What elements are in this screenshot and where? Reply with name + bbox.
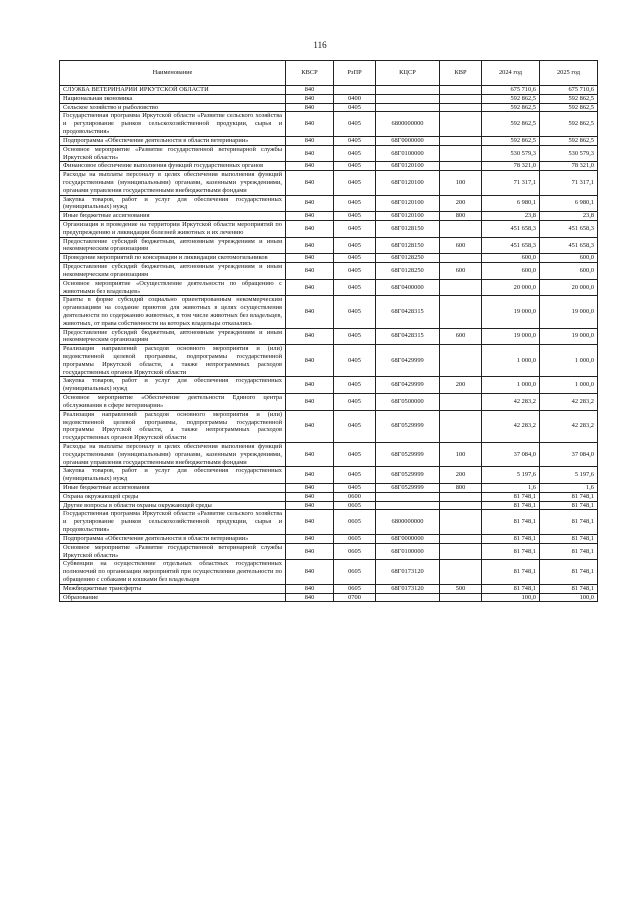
- cell-rzpr: 0400: [334, 94, 376, 103]
- cell-kvr: [440, 94, 482, 103]
- cell-kvr: [440, 534, 482, 543]
- cell-name: Предоставление субсидий бюджетным, автономным учреждениям и иным некоммерческим организациям: [60, 263, 286, 280]
- cell-2024: 451 658,3: [482, 221, 540, 238]
- cell-kcsr: 68Г0000000: [376, 136, 440, 145]
- cell-kvsr: 840: [286, 410, 334, 442]
- cell-kvr: [440, 221, 482, 238]
- cell-kvsr: 840: [286, 510, 334, 534]
- header-2025: 2025 год: [540, 61, 598, 86]
- cell-kcsr: 68Г0120100: [376, 212, 440, 221]
- cell-rzpr: 0605: [334, 534, 376, 543]
- cell-kvsr: 840: [286, 279, 334, 296]
- cell-kvr: 600: [440, 328, 482, 345]
- cell-2024: 42 283,2: [482, 410, 540, 442]
- header-kvsr: КВСР: [286, 61, 334, 86]
- cell-2025: 81 748,1: [540, 510, 598, 534]
- cell-2025: 23,8: [540, 212, 598, 221]
- cell-name: Иные бюджетные ассигнования: [60, 212, 286, 221]
- cell-kcsr: 68Г0128250: [376, 254, 440, 263]
- cell-kcsr: [376, 492, 440, 501]
- cell-name: Предоставление субсидий бюджетным, автономным учреждениям и иным некоммерческим организациям: [60, 237, 286, 254]
- cell-kcsr: 68Г0100000: [376, 145, 440, 162]
- cell-rzpr: 0405: [334, 103, 376, 112]
- cell-2024: 20 000,0: [482, 279, 540, 296]
- cell-kcsr: 68Г0400000: [376, 279, 440, 296]
- cell-2025: 600,0: [540, 254, 598, 263]
- table-body: [60, 86, 598, 602]
- cell-2025: 42 283,2: [540, 410, 598, 442]
- cell-name: Основное мероприятие «Развитие государственной ветеринарной службы Иркутской области»: [60, 145, 286, 162]
- table-row: [60, 442, 598, 466]
- cell-2025: 81 748,1: [540, 543, 598, 560]
- cell-2024: 530 579,3: [482, 145, 540, 162]
- cell-name: Расходы на выплаты персоналу в целях обеспечения выполнения функций государственными (муниципальными) органами, казенными учреждениями, органами управления государственными внебюджетными фондами: [60, 171, 286, 195]
- cell-kvr: [440, 103, 482, 112]
- cell-rzpr: 0405: [334, 195, 376, 212]
- cell-kcsr: 68Г0100000: [376, 543, 440, 560]
- cell-2024: 600,0: [482, 263, 540, 280]
- cell-kcsr: 68Г0128150: [376, 221, 440, 238]
- cell-2024: 19 000,0: [482, 328, 540, 345]
- cell-2025: 451 658,3: [540, 237, 598, 254]
- table-row: [60, 501, 598, 510]
- cell-2025: 530 579,3: [540, 145, 598, 162]
- cell-2024: 81 748,1: [482, 501, 540, 510]
- cell-name: Охрана окружающей среды: [60, 492, 286, 501]
- cell-kvsr: 840: [286, 584, 334, 593]
- cell-2024: 78 321,0: [482, 162, 540, 171]
- cell-rzpr: 0405: [334, 212, 376, 221]
- cell-2025: 19 000,0: [540, 296, 598, 328]
- cell-2024: 23,8: [482, 212, 540, 221]
- cell-2025: 19 000,0: [540, 328, 598, 345]
- cell-kvsr: 840: [286, 534, 334, 543]
- cell-kvsr: 840: [286, 467, 334, 484]
- cell-kvr: 100: [440, 171, 482, 195]
- cell-kvsr: 840: [286, 162, 334, 171]
- cell-kvr: 200: [440, 377, 482, 394]
- cell-name: Предоставление субсидий бюджетным, автономным учреждениям и иным некоммерческим организациям: [60, 328, 286, 345]
- cell-kcsr: 68Г0428315: [376, 328, 440, 345]
- cell-kvsr: 840: [286, 195, 334, 212]
- cell-2025: 81 748,1: [540, 560, 598, 584]
- cell-kvr: 500: [440, 584, 482, 593]
- table-row: [60, 263, 598, 280]
- cell-2025: 592 862,5: [540, 94, 598, 103]
- cell-kvr: [440, 86, 482, 95]
- cell-kvr: 600: [440, 263, 482, 280]
- cell-2024: 675 710,6: [482, 86, 540, 95]
- cell-name: Сельское хозяйство и рыболовство: [60, 103, 286, 112]
- cell-name: Расходы на выплаты персоналу в целях обеспечения выполнения функций государственными (муниципальными) органами, казенными учреждениями, органами управления государственными внебюджетными фондами: [60, 442, 286, 466]
- table-row: [60, 534, 598, 543]
- cell-kvsr: 840: [286, 221, 334, 238]
- table-row: [60, 162, 598, 171]
- table-row: [60, 237, 598, 254]
- cell-kvsr: 840: [286, 112, 334, 136]
- cell-kvr: [440, 136, 482, 145]
- cell-2025: 592 862,5: [540, 103, 598, 112]
- table-row: [60, 296, 598, 328]
- table-row: [60, 593, 598, 602]
- cell-kcsr: 68Г0500000: [376, 394, 440, 411]
- cell-name: Закупка товаров, работ и услуг для обеспечения государственных (муниципальных) нужд: [60, 195, 286, 212]
- cell-name: Подпрограмма «Обеспечение деятельности в области ветеринарии»: [60, 136, 286, 145]
- cell-rzpr: 0405: [334, 237, 376, 254]
- cell-2025: 675 710,6: [540, 86, 598, 95]
- table-row: [60, 543, 598, 560]
- cell-name: Национальная экономика: [60, 94, 286, 103]
- cell-kvsr: 840: [286, 94, 334, 103]
- table-row: [60, 492, 598, 501]
- cell-name: Подпрограмма «Обеспечение деятельности в области ветеринарии»: [60, 534, 286, 543]
- cell-rzpr: 0405: [334, 296, 376, 328]
- cell-kvsr: 840: [286, 212, 334, 221]
- cell-kvsr: 840: [286, 145, 334, 162]
- cell-kcsr: [376, 501, 440, 510]
- cell-2024: 592 862,5: [482, 136, 540, 145]
- table-row: [60, 410, 598, 442]
- cell-rzpr: 0405: [334, 171, 376, 195]
- cell-2025: 592 862,5: [540, 112, 598, 136]
- cell-kvr: [440, 560, 482, 584]
- cell-kcsr: 68Г0428315: [376, 296, 440, 328]
- cell-kvsr: 840: [286, 237, 334, 254]
- table-row: [60, 467, 598, 484]
- cell-name: Основное мероприятие «Обеспечение деятельности Единого центра обслуживания в сфере ветеринарии»: [60, 394, 286, 411]
- cell-2024: 37 084,0: [482, 442, 540, 466]
- cell-rzpr: 0405: [334, 484, 376, 493]
- cell-kvr: [440, 593, 482, 602]
- cell-2024: 6 980,1: [482, 195, 540, 212]
- cell-kvsr: 840: [286, 345, 334, 377]
- cell-rzpr: 0405: [334, 442, 376, 466]
- cell-rzpr: 0405: [334, 145, 376, 162]
- cell-2024: 5 197,6: [482, 467, 540, 484]
- cell-2024: 1,6: [482, 484, 540, 493]
- cell-kcsr: [376, 103, 440, 112]
- cell-kcsr: [376, 593, 440, 602]
- cell-kcsr: 68Г0120100: [376, 195, 440, 212]
- cell-rzpr: 0405: [334, 162, 376, 171]
- table-row: [60, 103, 598, 112]
- cell-2024: 81 748,1: [482, 492, 540, 501]
- cell-rzpr: 0405: [334, 112, 376, 136]
- table-row: [60, 171, 598, 195]
- table-row: [60, 112, 598, 136]
- cell-2025: 81 748,1: [540, 534, 598, 543]
- table-row: [60, 510, 598, 534]
- cell-kvr: [440, 492, 482, 501]
- cell-2025: 1 000,0: [540, 345, 598, 377]
- cell-name: Другие вопросы в области охраны окружающей среды: [60, 501, 286, 510]
- cell-name: Основное мероприятие «Развитие государственной ветеринарной службы Иркутской области»: [60, 543, 286, 560]
- cell-kcsr: 68Г0120100: [376, 171, 440, 195]
- cell-kcsr: 68Г0529999: [376, 484, 440, 493]
- cell-kvr: 200: [440, 467, 482, 484]
- cell-2024: 81 748,1: [482, 543, 540, 560]
- cell-name: Закупка товаров, работ и услуг для обеспечения государственных (муниципальных) нужд: [60, 467, 286, 484]
- cell-kcsr: 68Г0429999: [376, 377, 440, 394]
- cell-2025: 20 000,0: [540, 279, 598, 296]
- cell-kvsr: 840: [286, 492, 334, 501]
- cell-2024: 451 658,3: [482, 237, 540, 254]
- cell-name: Гранты в форме субсидий социально ориентированным некоммерческим организациям на создание приютов для животных в целях осуществления деятельности по содержанию животных, в том числе животных без владельцев, животных, от права собственности на которых владельцы отказались: [60, 296, 286, 328]
- cell-kvsr: 840: [286, 136, 334, 145]
- cell-kvr: [440, 145, 482, 162]
- cell-rzpr: 0700: [334, 593, 376, 602]
- cell-2024: 1 000,0: [482, 345, 540, 377]
- cell-name: Субвенции на осуществление отдельных областных государственных полномочий по организации мероприятий при осуществлении деятельности по обращению с собаками и кошками без владельцев: [60, 560, 286, 584]
- header-rzpr: РзПР: [334, 61, 376, 86]
- cell-2025: 5 197,6: [540, 467, 598, 484]
- cell-2025: 37 084,0: [540, 442, 598, 466]
- cell-kvsr: 840: [286, 484, 334, 493]
- table-row: [60, 94, 598, 103]
- table-row: [60, 136, 598, 145]
- cell-kvr: 800: [440, 484, 482, 493]
- cell-name: Государственная программа Иркутской области «Развитие сельского хозяйства и регулирование рынков сельскохозяйственной продукции, сырья и продовольствия»: [60, 112, 286, 136]
- table-row: [60, 254, 598, 263]
- cell-kcsr: 6800000000: [376, 112, 440, 136]
- cell-2025: 81 748,1: [540, 584, 598, 593]
- cell-kvsr: 840: [286, 296, 334, 328]
- cell-2024: 592 862,5: [482, 112, 540, 136]
- cell-kvsr: 840: [286, 501, 334, 510]
- cell-2024: 81 748,1: [482, 584, 540, 593]
- cell-rzpr: 0605: [334, 584, 376, 593]
- table-row: [60, 560, 598, 584]
- cell-kcsr: 68Г0429999: [376, 345, 440, 377]
- table-row: [60, 145, 598, 162]
- cell-kcsr: 68Г0529999: [376, 410, 440, 442]
- cell-name: Финансовое обеспечение выполнения функций государственных органов: [60, 162, 286, 171]
- header-name: Наименование: [60, 61, 286, 86]
- cell-2025: 71 317,1: [540, 171, 598, 195]
- cell-kcsr: 68Г0529999: [376, 467, 440, 484]
- table-row: [60, 195, 598, 212]
- header-2024: 2024 год: [482, 61, 540, 86]
- cell-name: Реализация направлений расходов основного мероприятия и (или) ведомственной целевой программы, подпрограммы государственной программы Иркутской области, а также непрограммных расходов государственных органов Иркутской области: [60, 345, 286, 377]
- cell-2025: 592 862,5: [540, 136, 598, 145]
- cell-name: Государственная программа Иркутской области «Развитие сельского хозяйства и регулирование рынков сельскохозяйственной продукции, сырья и продовольствия»: [60, 510, 286, 534]
- cell-kvr: [440, 410, 482, 442]
- cell-kvsr: 840: [286, 560, 334, 584]
- cell-kcsr: 68Г0000000: [376, 534, 440, 543]
- cell-2025: 1 000,0: [540, 377, 598, 394]
- cell-rzpr: 0605: [334, 510, 376, 534]
- table-header-row: [60, 61, 598, 86]
- cell-kvr: 600: [440, 237, 482, 254]
- table-row: [60, 345, 598, 377]
- cell-rzpr: 0600: [334, 492, 376, 501]
- cell-2025: 100,0: [540, 593, 598, 602]
- cell-kvr: 100: [440, 442, 482, 466]
- cell-rzpr: 0605: [334, 560, 376, 584]
- cell-rzpr: [334, 86, 376, 95]
- cell-kvsr: 840: [286, 171, 334, 195]
- cell-rzpr: 0405: [334, 345, 376, 377]
- cell-kvr: [440, 296, 482, 328]
- cell-kvsr: 840: [286, 593, 334, 602]
- cell-kvsr: 840: [286, 328, 334, 345]
- cell-2024: 600,0: [482, 254, 540, 263]
- cell-2024: 81 748,1: [482, 510, 540, 534]
- table-row: [60, 584, 598, 593]
- cell-kvsr: 840: [286, 442, 334, 466]
- cell-kvr: 800: [440, 212, 482, 221]
- cell-2024: 592 862,5: [482, 94, 540, 103]
- table-row: [60, 484, 598, 493]
- cell-kvr: 200: [440, 195, 482, 212]
- cell-name: Проведение мероприятий по консервации и ликвидации скотомогильников: [60, 254, 286, 263]
- cell-rzpr: 0405: [334, 136, 376, 145]
- cell-2025: 6 980,1: [540, 195, 598, 212]
- cell-kvsr: 840: [286, 543, 334, 560]
- cell-rzpr: 0405: [334, 377, 376, 394]
- cell-kcsr: [376, 94, 440, 103]
- cell-2024: 81 748,1: [482, 560, 540, 584]
- cell-2024: 592 862,5: [482, 103, 540, 112]
- cell-kcsr: 68Г0529999: [376, 442, 440, 466]
- cell-kvr: [440, 543, 482, 560]
- cell-kcsr: 68Г0128150: [376, 237, 440, 254]
- table-row: [60, 86, 598, 95]
- header-kvr: КВР: [440, 61, 482, 86]
- header-kcsr: КЦСР: [376, 61, 440, 86]
- table-row: [60, 279, 598, 296]
- cell-rzpr: 0405: [334, 279, 376, 296]
- cell-kvr: [440, 345, 482, 377]
- cell-2025: 42 283,2: [540, 394, 598, 411]
- cell-2024: 100,0: [482, 593, 540, 602]
- cell-kvsr: 840: [286, 263, 334, 280]
- cell-2024: 81 748,1: [482, 534, 540, 543]
- cell-rzpr: 0405: [334, 328, 376, 345]
- table-row: [60, 328, 598, 345]
- table-row: [60, 377, 598, 394]
- table-row: [60, 212, 598, 221]
- cell-rzpr: 0405: [334, 263, 376, 280]
- cell-2024: 71 317,1: [482, 171, 540, 195]
- cell-rzpr: 0405: [334, 394, 376, 411]
- cell-name: Закупка товаров, работ и услуг для обеспечения государственных (муниципальных) нужд: [60, 377, 286, 394]
- cell-2025: 81 748,1: [540, 492, 598, 501]
- cell-kcsr: 68Г0173120: [376, 584, 440, 593]
- cell-kcsr: [376, 86, 440, 95]
- cell-rzpr: 0405: [334, 410, 376, 442]
- cell-name: Основное мероприятие «Осуществление деятельности по обращению с животными без владельцев»: [60, 279, 286, 296]
- cell-2025: 78 321,0: [540, 162, 598, 171]
- table-row: [60, 221, 598, 238]
- cell-kvsr: 840: [286, 254, 334, 263]
- cell-2024: 42 283,2: [482, 394, 540, 411]
- cell-rzpr: 0605: [334, 543, 376, 560]
- cell-2025: 451 658,3: [540, 221, 598, 238]
- cell-name: Организация и проведение на территории Иркутской области мероприятий по предупреждению и ликвидации болезней животных и их лечению: [60, 221, 286, 238]
- cell-name: Образование: [60, 593, 286, 602]
- cell-kvsr: 840: [286, 103, 334, 112]
- cell-kcsr: 68Г0120100: [376, 162, 440, 171]
- cell-kvr: [440, 279, 482, 296]
- cell-2025: 600,0: [540, 263, 598, 280]
- cell-2025: 81 748,1: [540, 501, 598, 510]
- cell-kvr: [440, 501, 482, 510]
- cell-2024: 1 000,0: [482, 377, 540, 394]
- cell-name: Межбюджетные трансферты: [60, 584, 286, 593]
- cell-kcsr: 68Г0173120: [376, 560, 440, 584]
- cell-kvsr: 840: [286, 86, 334, 95]
- cell-name: Реализация направлений расходов основного мероприятия и (или) ведомственной целевой программы, подпрограммы государственной программы Иркутской области, а также непрограммных расходов государственных органов Иркутской области: [60, 410, 286, 442]
- page-number: 116: [313, 40, 327, 50]
- cell-kvr: [440, 394, 482, 411]
- budget-table: [59, 60, 598, 602]
- cell-kvr: [440, 162, 482, 171]
- cell-2025: 1,6: [540, 484, 598, 493]
- cell-name: Иные бюджетные ассигнования: [60, 484, 286, 493]
- cell-kvr: [440, 254, 482, 263]
- cell-name: СЛУЖБА ВЕТЕРИНАРИИ ИРКУТСКОЙ ОБЛАСТИ: [60, 86, 286, 95]
- cell-rzpr: 0405: [334, 221, 376, 238]
- cell-kvr: [440, 510, 482, 534]
- cell-kcsr: 68Г0128250: [376, 263, 440, 280]
- cell-kvsr: 840: [286, 394, 334, 411]
- cell-rzpr: 0605: [334, 501, 376, 510]
- cell-rzpr: 0405: [334, 254, 376, 263]
- cell-kvsr: 840: [286, 377, 334, 394]
- cell-rzpr: 0405: [334, 467, 376, 484]
- cell-2024: 19 000,0: [482, 296, 540, 328]
- cell-kvr: [440, 112, 482, 136]
- table-row: [60, 394, 598, 411]
- cell-kcsr: 6800000000: [376, 510, 440, 534]
